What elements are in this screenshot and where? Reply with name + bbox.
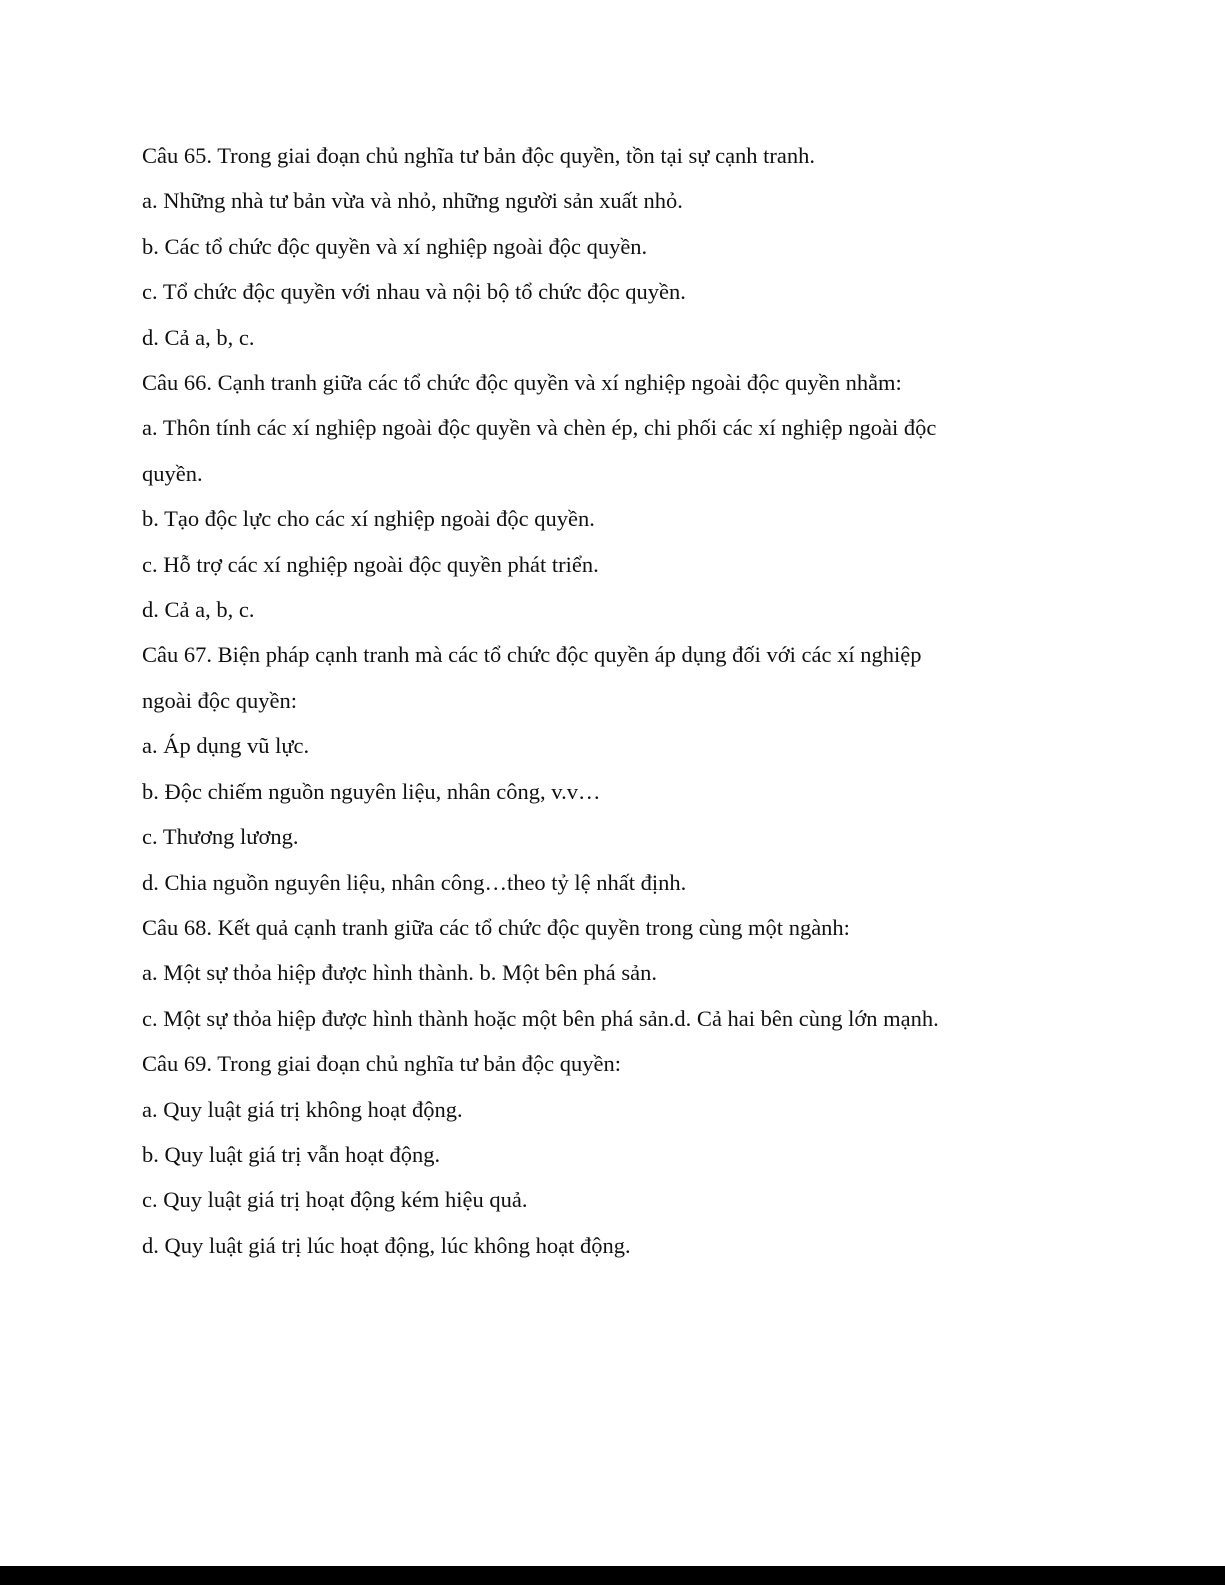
question-68-text: Câu 68. Kết quả cạnh tranh giữa các tổ chức độc quyền trong cùng một ngành: (142, 914, 850, 940)
question-69-option-a: a. Quy luật giá trị không hoạt động. (142, 1096, 463, 1122)
question-66-option-a-continuation: quyền. (142, 460, 203, 486)
question-67-option-a: a. Áp dụng vũ lực. (142, 733, 310, 759)
question-67-text: Câu 67. Biện pháp cạnh tranh mà các tổ chức độc quyền áp dụng đối với các xí nghiệp (142, 642, 922, 668)
page-bottom-border (0, 1566, 1225, 1585)
question-66-text: Câu 66. Cạnh tranh giữa các tổ chức độc quyền và xí nghiệp ngoài độc quyền nhằm: (142, 370, 902, 396)
question-67-option-b: b. Độc chiếm nguồn nguyên liệu, nhân công, v.v… (142, 778, 601, 804)
document-body (142, 133, 1002, 1268)
question-66-option-b: b. Tạo độc lực cho các xí nghiệp ngoài độc quyền. (142, 506, 595, 532)
question-69-option-c: c. Quy luật giá trị hoạt động kém hiệu quả. (142, 1187, 528, 1213)
question-69-option-d: d. Quy luật giá trị lúc hoạt động, lúc không hoạt động. (142, 1232, 631, 1258)
question-67-option-c: c. Thương lương. (142, 824, 299, 850)
question-66-option-a: a. Thôn tính các xí nghiệp ngoài độc quyền và chèn ép, chi phối các xí nghiệp ngoài độc (142, 415, 937, 441)
question-65-option-b: b. Các tổ chức độc quyền và xí nghiệp ngoài độc quyền. (142, 233, 648, 259)
question-68-options-a-b: a. Một sự thỏa hiệp được hình thành. b. Một bên phá sản. (142, 960, 657, 986)
question-65-text: Câu 65. Trong giai đoạn chủ nghĩa tư bản độc quyền, tồn tại sự cạnh tranh. (142, 143, 816, 168)
question-65-option-c: c. Tổ chức độc quyền với nhau và nội bộ tổ chức độc quyền. (142, 279, 686, 305)
question-67-option-d: d. Chia nguồn nguyên liệu, nhân công…theo tỷ lệ nhất định. (142, 869, 687, 895)
question-67-text-continuation: ngoài độc quyền: (142, 687, 297, 713)
question-65-option-d: d. Cả a, b, c. (142, 324, 255, 350)
question-66-option-c: c. Hỗ trợ các xí nghiệp ngoài độc quyền phát triển. (142, 551, 599, 577)
question-65-option-a: a. Những nhà tư bản vừa và nhỏ, những người sản xuất nhỏ. (142, 188, 683, 214)
question-66-option-d: d. Cả a, b, c. (142, 597, 255, 623)
question-68-options-c-d: c. Một sự thỏa hiệp được hình thành hoặc một bên phá sản.d. Cả hai bên cùng lớn mạnh. (142, 1005, 939, 1031)
question-69-text: Câu 69. Trong giai đoạn chủ nghĩa tư bản độc quyền: (142, 1051, 622, 1077)
question-69-option-b: b. Quy luật giá trị vẫn hoạt động. (142, 1141, 441, 1167)
